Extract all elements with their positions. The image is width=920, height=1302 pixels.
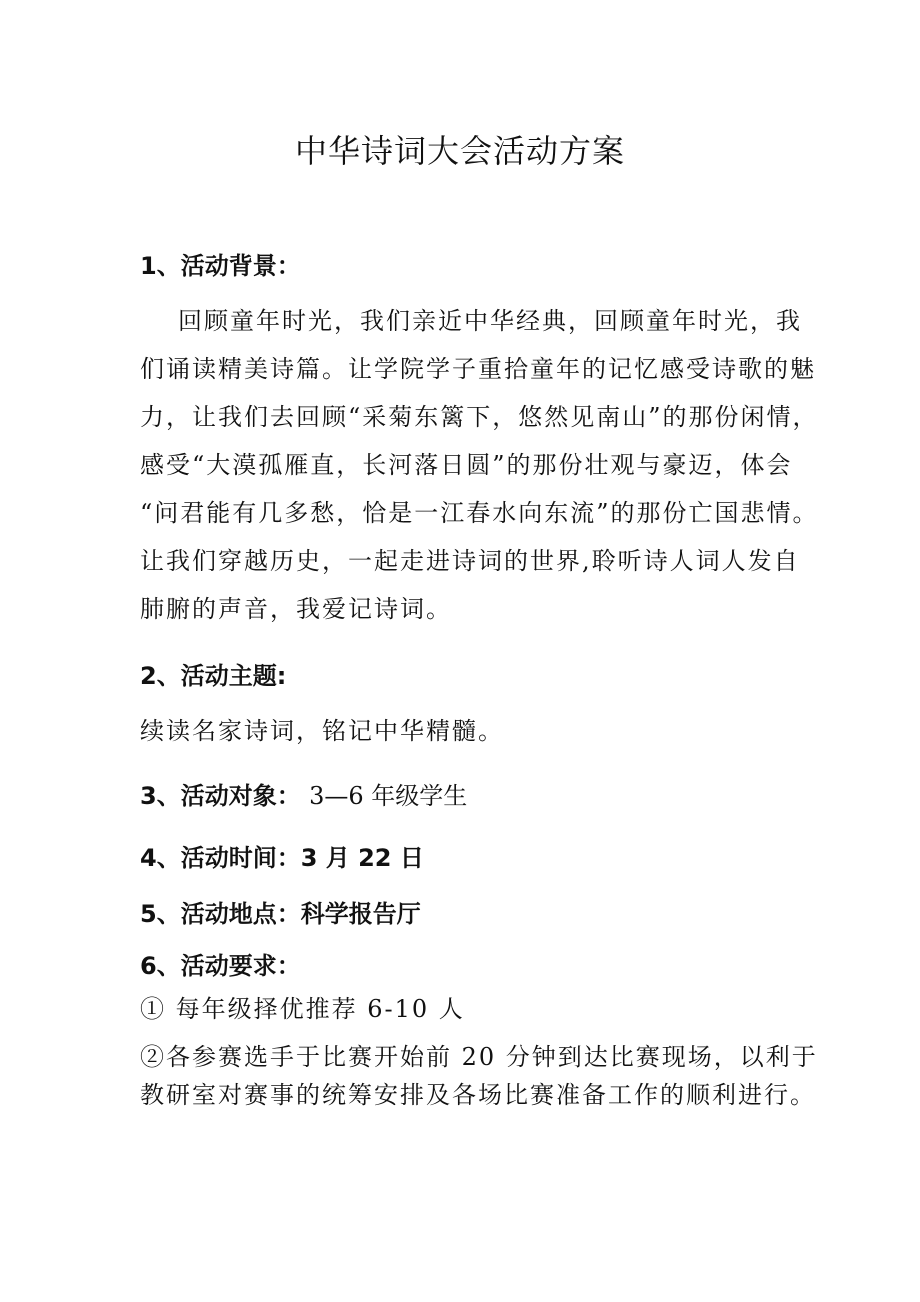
section-heading-location: 5、活动地点：科学报告厅 bbox=[140, 900, 421, 928]
paragraph-line: 感受“大漠孤雁直，长河落日圆”的那份壮观与豪迈，体会 bbox=[140, 451, 793, 479]
section-heading-requirements: 6、活动要求： bbox=[140, 952, 301, 980]
paragraph-line: 让我们穿越历史，一起走进诗词的世界,聆听诗人词人发自 bbox=[140, 547, 800, 575]
paragraph-line: 回顾童年时光，我们亲近中华经典，回顾童年时光，我 bbox=[178, 307, 802, 335]
paragraph-line: 力，让我们去回顾“采菊东篱下，悠然见南山”的那份闲情， bbox=[140, 403, 819, 431]
section-heading-target bbox=[140, 776, 467, 811]
document-title: 中华诗词大会活动方案 bbox=[294, 132, 625, 170]
paragraph-line: “问君能有几多愁，恰是一江春水向东流”的那份亡国悲情。 bbox=[140, 499, 819, 527]
paragraph-line: 肺腑的声音，我爱记诗词。 bbox=[140, 595, 452, 623]
requirement-item: 教研室对赛事的统筹安排及各场比赛准备工作的顺利进行。 bbox=[140, 1081, 816, 1109]
section-heading-theme: 2、活动主题: bbox=[140, 662, 287, 690]
section-heading-time: 4、活动时间：3 月 22 日 bbox=[140, 844, 424, 872]
target-heading-label: 3、活动对象： bbox=[140, 782, 301, 810]
target-value: 3—6 年级学生 bbox=[309, 782, 468, 810]
section-heading-background: 1、活动背景： bbox=[140, 252, 301, 280]
requirement-item: ②各参赛选手于比赛开始前 20 分钟到达比赛现场，以利于 bbox=[140, 1043, 818, 1071]
theme-text: 续读名家诗词，铭记中华精髓。 bbox=[140, 717, 504, 745]
paragraph-line: 们诵读精美诗篇。让学院学子重拾童年的记忆感受诗歌的魅 bbox=[140, 355, 816, 383]
requirement-item: ① 每年级择优推荐 6-10 人 bbox=[140, 995, 465, 1023]
